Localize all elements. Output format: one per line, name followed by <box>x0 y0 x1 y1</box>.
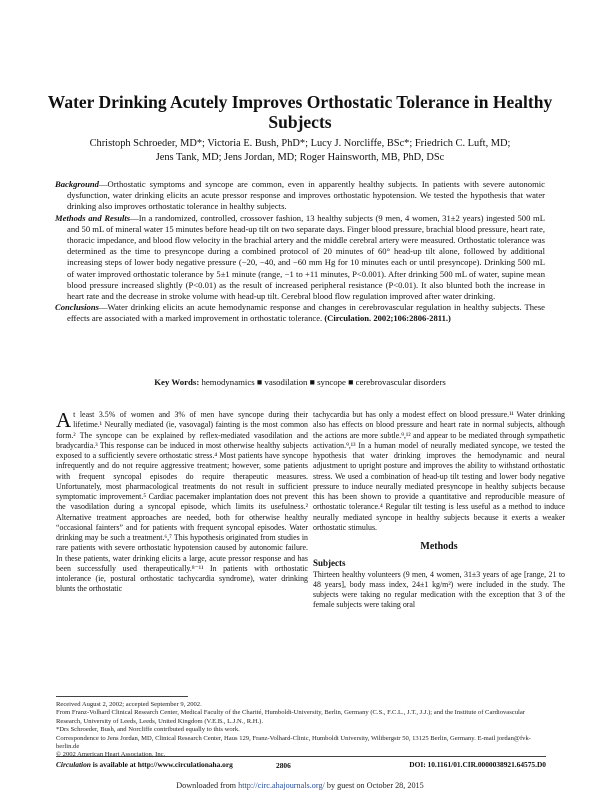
methods-heading: Methods <box>420 541 458 552</box>
author-line: Jens Tank, MD; Jens Jordan, MD; Roger Hainsworth, MB, PhD, DSc <box>155 151 445 163</box>
author-line: Christoph Schroeder, MD*; Victoria E. Bush, PhD*; Lucy J. Norcliffe, BSc*; Friedrich C. Luft, MD; <box>89 138 511 149</box>
footnote-equal-contribution: *Drs Schroeder, Bush, and Norcliffe contributed equally to this work. <box>56 726 240 734</box>
abstract-heading: Background <box>55 179 99 189</box>
abstract-heading: Methods and Results <box>55 212 131 223</box>
body-column-right <box>313 410 565 611</box>
journal-name: Circulation <box>56 760 91 769</box>
abstract-text: —In a randomized, controlled, crossover fashion, 13 healthy subjects (9 men, 4 women, 31±2 years) ingested 500 mL and 50 mL of mineral water 15 minutes before head-up tilt on two separate days. Finger blood pressure, brachial blood pressure, heart rate, thoracic impedance, and blood flow velocity in the brachial artery and the middle cerebral artery were measured. Orthostatic tolerance was determined as the time to presyncope during a combined protocol of 20 minutes of 60° head-up tilt alone, followed by additional increasing steps of lower body negative pressure (−20, −40, and −60 mm Hg for 10 minutes each or until presyncope). Drinking 500 mL of water improved orthostatic tolerance by 5±1 minute (range, −1 to +11 minutes, P<0.001). After drinking 500 mL of water, supine mean blood pressure increased slightly (P<0.01) as the result of increased peripheral resistance (P<0.01). It also blunted both the increase in heart rate and the decrease in stroke volume with head-up tilt. Cerebral blood flow regulation improved after water drinking. <box>67 212 545 302</box>
abstract <box>55 179 545 325</box>
download-suffix: by guest on October 28, 2015 <box>324 781 424 790</box>
subjects-paragraph: Thirteen healthy volunteers (9 men, 4 women, 31±3 years of age [range, 21 to 48 years], body mass index, 24±1 kg/m²) were included in the study. The subjects were taking no regular medication with the exception that 3 of the female subjects were taking oral <box>313 569 565 610</box>
download-prefix: Downloaded from <box>176 781 239 790</box>
subjects-heading: Subjects <box>313 558 346 569</box>
footnote-correspondence: Correspondence to Jens Jordan, MD, Clinical Research Center, Haus 129, Franz-Volhard-Clinic, Humboldt University, Wiltbergstr 50, 13125 Berlin, Germany. E-mail jordan@fvk-berlin.de <box>56 734 531 751</box>
page-number: 2806 <box>276 761 291 770</box>
footer-journal <box>56 760 233 769</box>
keywords-label: Key Words: <box>154 377 200 387</box>
intro-continued: tachycardia but has only a modest effect on blood pressure.¹¹ Water drinking also has effects on blood pressure and heart rate in normal subjects, although the actions are more subtle.⁹,¹² and appear to be mediated through sympathetic activation.⁹,¹³ In a human model of neurally mediated syncope, we tested the hypothesis that water drinking improves the hemodynamic and neural adjustment to upright posture and improves the ability to withstand orthostatic stress. We used a combination of head-up tilt testing and lower body negative pressure to induce neurally mediated presyncope in healthy subjects because this has been shown to provide a quantitative and reproducible measure of orthostatic tolerance.⁴ Regular tilt testing is less useful as a method to induce neurally mediated syncope in healthy subjects because it exerts a weaker orthostatic stimulus. <box>313 410 565 532</box>
keywords <box>40 376 560 388</box>
drop-cap: A <box>56 408 72 432</box>
intro-paragraph <box>56 410 308 595</box>
body-column-left <box>56 410 308 595</box>
doi: DOI: 10.1161/01.CIR.0000038921.64575.D0 <box>409 760 546 769</box>
journal-url[interactable]: is available at http://www.circulationaha.org <box>90 760 233 769</box>
intro-text: t least 3.5% of women and 3% of men have syncope during their lifetime.¹ Neurally mediated (ie, vasovagal) fainting is the most common form.² The syncope can be explained by reflex-mediated vasodilation and bradycardia.³ This response can be induced in most otherwise healthy subjects exposed to a sufficiently severe orthostatic stress.⁴ Most patients have syncope infrequently and do not require aggressive treatment; however, some patients with frequent syncopal episodes do require therapeutic measures. Unfortunately, most pharmacological treatments do not result in sufficient symptomatic improvement.⁵ Cardiac pacemaker implantation does not prevent the vasodilation during a syncopal episode, which limits its usefulness.² Alternative treatment approaches are needed, both for otherwise healthy “occasional fainters” and for patients with frequent syncopal episodes. Water drinking may be such a treatment.⁶,⁷ This hypothesis originated from studies in rare patients with severe orthostatic hypotension caused by autonomic failure. In these patients, water drinking elicits a large, acute pressor response and has been successfully used therapeutically.⁸⁻¹¹ In patients with orthostatic intolerance (ie, postural orthostatic tachycardia syndrome), water drinking blunts the orthostatic <box>56 410 308 594</box>
footnote-copyright: © 2002 American Heart Association, Inc. <box>56 751 166 759</box>
abstract-methods <box>55 213 545 303</box>
article-title: Water Drinking Acutely Improves Orthostatic Tolerance in Healthy Subjects <box>47 92 553 132</box>
footnote-received: Received August 2, 2002; accepted September 9, 2002. <box>56 701 202 708</box>
footer-divider <box>56 756 546 757</box>
footnotes <box>56 701 546 760</box>
download-notice <box>0 781 600 790</box>
footnote-affiliations: From Franz-Volhard Clinical Research Center, Medical Faculty of the Charité, Humboldt-University, Berlin, Germany (C.S., F.C.L., J.T., J.J.); and the Institute of Cardiovascular Research, University of Leeds, Leeds, United Kingdom (V.E.B., L.J.N., R.H.). <box>56 709 525 725</box>
abstract-conclusions <box>55 302 545 324</box>
abstract-text: —Water drinking elicits an acute hemodynamic response and changes in cerebrovascular regulation in healthy subjects. These effects are associated with a marked improvement in orthostatic tolerance. <box>67 302 545 324</box>
keywords-text: hemodynamics ■ vasodilation ■ syncope ■ cerebrovascular disorders <box>199 377 446 387</box>
author-list <box>40 137 560 164</box>
abstract-background <box>55 179 545 213</box>
citation: (Circulation. 2002;106:2806-2811.) <box>322 313 451 324</box>
footnote-divider <box>56 696 188 697</box>
download-link[interactable]: http://circ.ahajournals.org/ <box>238 781 325 790</box>
abstract-text: —Orthostatic symptoms and syncope are common, even in apparently healthy subjects. In patients with severe autonomic dysfunction, water drinking elicits an acute pressor response and improves orthostatic hypotension. We tested the hypothesis that water drinking also improves orthostatic tolerance in healthy subjects. <box>67 179 545 212</box>
abstract-heading: Conclusions <box>55 302 99 313</box>
